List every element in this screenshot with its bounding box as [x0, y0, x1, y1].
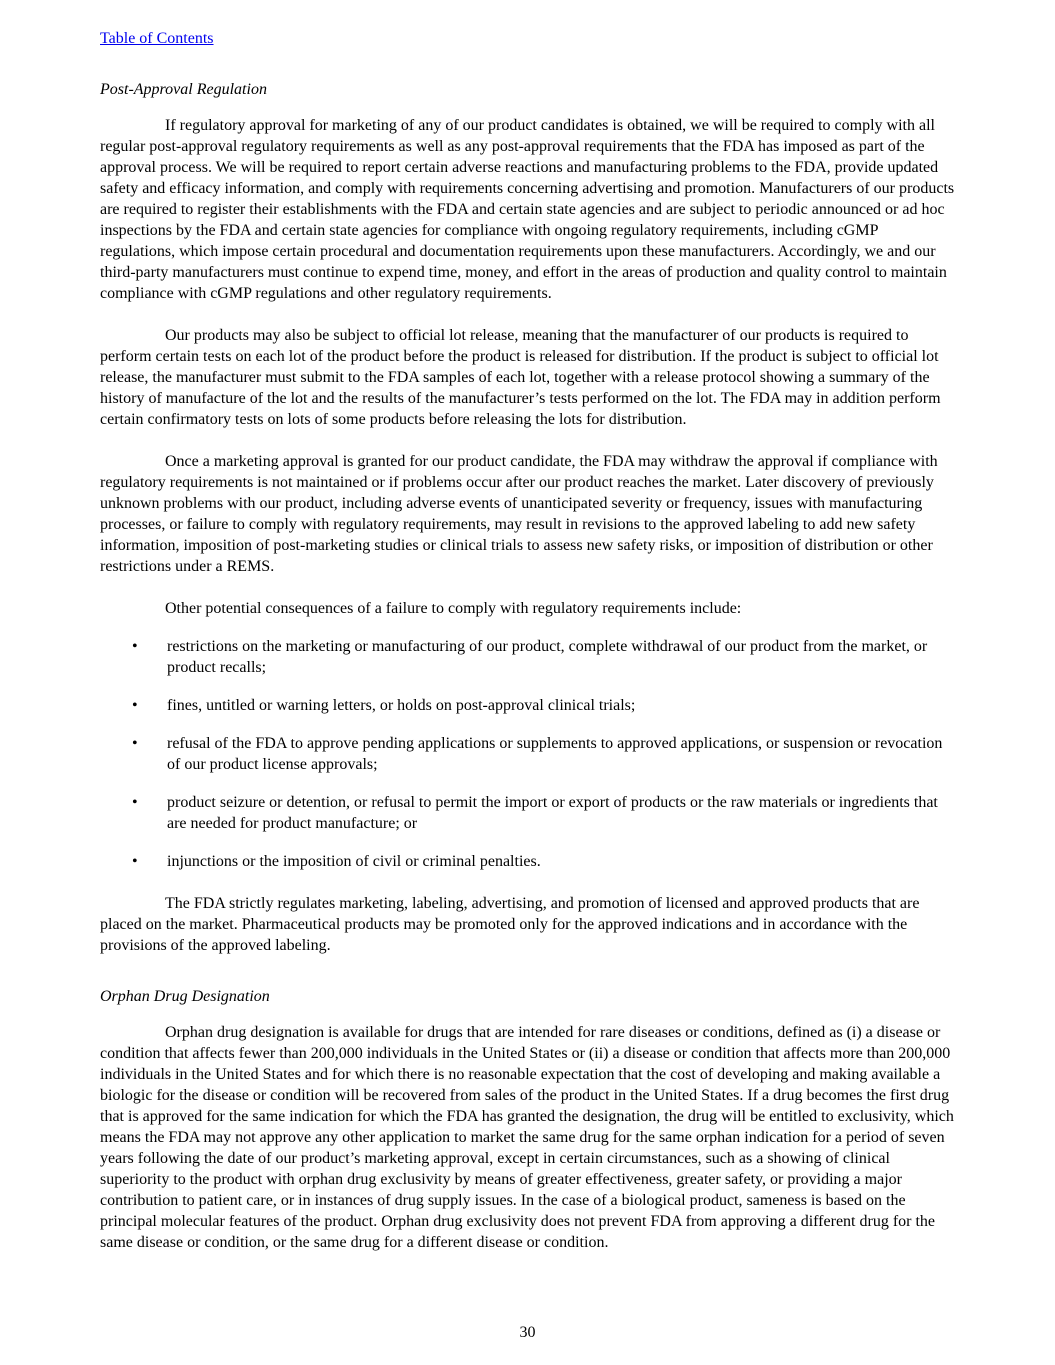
- bullet-item: [100, 733, 955, 775]
- consequences-bullet-list: [100, 636, 955, 872]
- bullet-marker: •: [132, 735, 138, 752]
- post-approval-regulation-heading: Post-Approval Regulation: [100, 81, 267, 98]
- bullet-item: [100, 636, 955, 678]
- paragraph: Other potential consequences of a failure to comply with regulatory requirements include:: [165, 600, 742, 617]
- bullet-text: fines, untitled or warning letters, or holds on post-approval clinical trials;: [167, 697, 636, 714]
- bullet-text: restrictions on the marketing or manufacturing of our product, complete withdrawal of our product from the market, or product recalls;: [167, 638, 928, 676]
- paragraph: If regulatory approval for marketing of any of our product candidates is obtained, we will be required to comply with all regular post-approval regulatory requirements as well as any post-approval requirements that the FDA has imposed as part of the approval process. We will be required to report certain adverse reactions and manufacturing problems to the FDA, provide updated safety and efficacy information, and comply with requirements concerning advertising and promotion. Manufacturers of our products are required to register their establishments with the FDA and certain state agencies and are subject to periodic announced or ad hoc inspections by the FDA and certain state agencies for compliance with ongoing regulatory requirements, including cGMP regulations, which impose certain procedural and documentation requirements upon these manufacturers. Accordingly, we and our third-party manufacturers must continue to expend time, money, and effort in the areas of production and quality control to maintain compliance with cGMP regulations and other regulatory requirements.: [100, 117, 955, 302]
- bullet-marker: •: [132, 697, 138, 714]
- bullet-marker: •: [132, 794, 138, 811]
- bullet-item: [100, 695, 955, 716]
- page-number: 30: [519, 1324, 536, 1341]
- paragraph: Orphan drug designation is available for drugs that are intended for rare diseases or conditions, defined as (i) a disease or condition that affects fewer than 200,000 individuals in the United States or (ii) a disease or condition that affects more than 200,000 individuals in the United States and for which there is no reasonable expectation that the cost of developing and making available a biologic for the disease or condition will be recovered from sales of the product in the United States. If a drug becomes the first drug that is approved for the same indication for which the FDA has granted the designation, the drug will be entitled to exclusivity, which means the FDA may not approve any other application to market the same drug for the same orphan indication for a period of seven years following the date of our product’s marketing approval, except in certain circumstances, such as a showing of clinical superiority to the product with orphan drug exclusivity by means of greater effectiveness, greater safety, or providing a major contribution to patient care, or in instances of drug supply issues. In the case of a biological product, sameness is based on the principal molecular features of the product. Orphan drug exclusivity does not prevent FDA from approving a different drug for the same disease or condition, or the same drug for a different disease or condition.: [100, 1024, 954, 1251]
- paragraph: Our products may also be subject to official lot release, meaning that the manufacturer of our products is required to perform certain tests on each lot of the product before the product is released for distribution. If the product is subject to official lot release, the manufacturer must submit to the FDA samples of each lot, together with a release protocol showing a summary of the history of manufacture of the lot and the results of the manufacturer’s tests performed on the lot. The FDA may in addition perform certain confirmatory tests on lots of some products before releasing the lots for distribution.: [100, 327, 941, 428]
- paragraph: The FDA strictly regulates marketing, labeling, advertising, and promotion of licensed and approved products that are placed on the market. Pharmaceutical products may be promoted only for the approved indications and in accordance with the provisions of the approved labeling.: [100, 895, 920, 954]
- bullet-item: [100, 792, 955, 834]
- bullet-item: [100, 851, 955, 872]
- bullet-text: injunctions or the imposition of civil or criminal penalties.: [167, 853, 541, 870]
- bullet-text: product seizure or detention, or refusal to permit the import or export of products or the raw materials or ingredients that are needed for product manufacture; or: [167, 794, 938, 832]
- bullet-marker: •: [132, 853, 138, 870]
- table-of-contents-link[interactable]: Table of Contents: [100, 30, 214, 47]
- bullet-text: refusal of the FDA to approve pending applications or supplements to approved applications, or suspension or revocation of our product license approvals;: [167, 735, 943, 773]
- paragraph: Once a marketing approval is granted for our product candidate, the FDA may withdraw the approval if compliance with regulatory requirements is not maintained or if problems occur after our product reaches the market. Later discovery of previously unknown problems with our product, including adverse events of unanticipated severity or frequency, issues with manufacturing processes, or failure to comply with regulatory requirements, may result in revisions to the approved labeling to add new safety information, imposition of post-marketing studies or clinical trials to assess new safety risks, or imposition of distribution or other restrictions under a REMS.: [100, 453, 938, 575]
- bullet-marker: •: [132, 638, 138, 655]
- orphan-drug-designation-heading: Orphan Drug Designation: [100, 988, 270, 1005]
